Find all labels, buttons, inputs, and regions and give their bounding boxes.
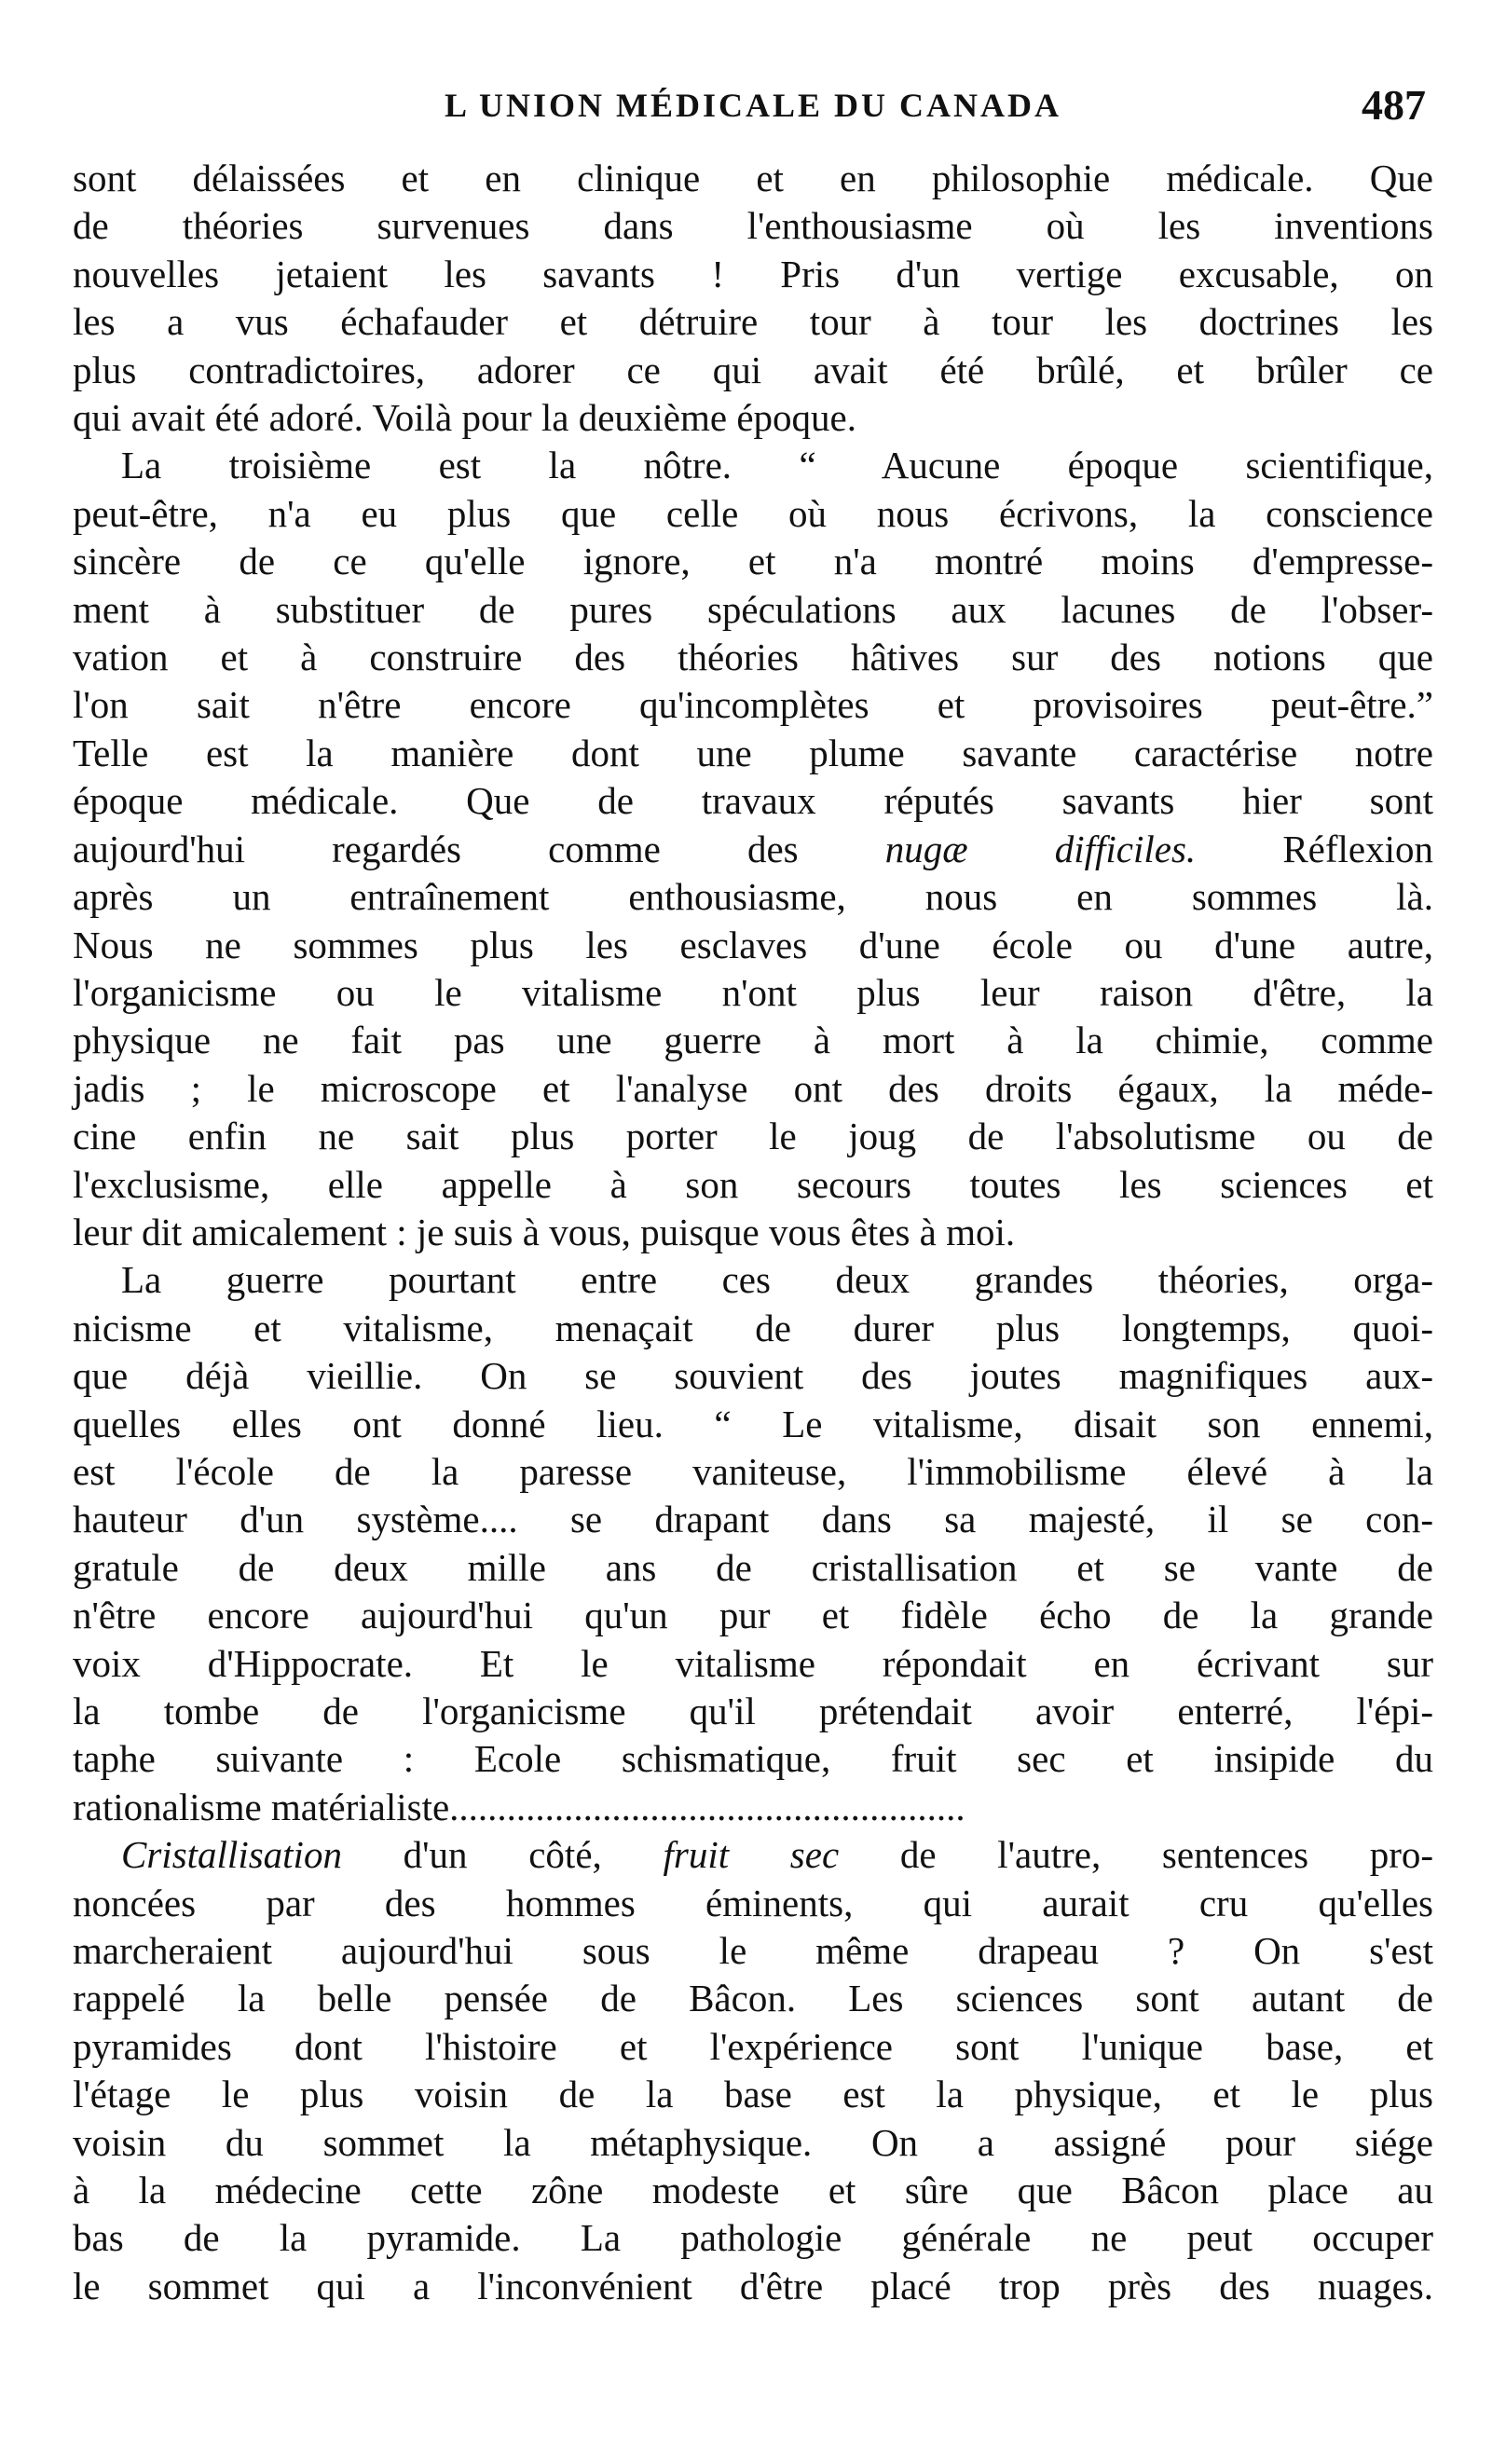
text-line: que déjà vieillie. On se souvient des joutes magnifiques aux- bbox=[73, 1354, 1433, 1398]
paragraph-4 bbox=[73, 1831, 1433, 2310]
text-line: jadis ; le microscope et l'analyse ont des droits égaux, la méde- bbox=[73, 1066, 1433, 1110]
text-line: pyramides dont l'histoire et l'expérience sont l'unique base, et bbox=[73, 2024, 1433, 2068]
text-line: rappelé la belle pensée de Bâcon. Les sciences sont autant de bbox=[73, 1977, 1433, 2020]
text-line: l'organicisme ou le vitalisme n'ont plus leur raison d'être, la bbox=[73, 970, 1433, 1014]
text-line: le sommet qui a l'inconvénient d'être placé trop près des nuages. bbox=[73, 2264, 1433, 2307]
italic-phrase: Cristallisation bbox=[121, 1833, 342, 1877]
text-line: nicisme et vitalisme, menaçait de durer plus longtemps, quoi- bbox=[73, 1306, 1433, 1349]
text-line: marcheraient aujourd'hui sous le même drapeau ? On s'est bbox=[73, 1929, 1433, 1973]
text-line: n'être encore aujourd'hui qu'un pur et fidèle écho de la grande bbox=[73, 1594, 1433, 1637]
text-line: physique ne fait pas une guerre à mort à la chimie, comme bbox=[73, 1019, 1433, 1062]
text-line: cine enfin ne sait plus porter le joug de l'absolutisme ou de bbox=[73, 1115, 1433, 1158]
paragraph-3 bbox=[73, 1256, 1433, 1831]
text-line: l'étage le plus voisin de la base est la physique, et le plus bbox=[73, 2073, 1433, 2116]
text-line: ment à substituer de pures spéculations aux lacunes de l'obser- bbox=[73, 587, 1433, 631]
text-line: après un entraînement enthousiasme, nous en sommes là. bbox=[73, 875, 1433, 919]
italic-phrase: nugæ difficiles. bbox=[884, 827, 1197, 870]
italic-phrase: fruit sec bbox=[663, 1833, 840, 1877]
text-line-mixed bbox=[73, 1831, 1433, 1879]
text-line: qui avait été adoré. Voilà pour la deuxième époque. bbox=[73, 396, 856, 440]
text-line-mixed bbox=[73, 826, 1433, 873]
page-number: 487 bbox=[1362, 81, 1426, 129]
text-line: Nous ne sommes plus les esclaves d'une école ou d'une autre, bbox=[73, 923, 1433, 966]
paragraph-1 bbox=[73, 155, 1433, 442]
text-line: de théories survenues dans l'enthousiasme où les inventions bbox=[73, 204, 1433, 248]
text-line: plus contradictoires, adorer ce qui avait été brûlé, et brûler ce bbox=[73, 348, 1433, 391]
text-line: sincère de ce qu'elle ignore, et n'a montré moins d'empresse- bbox=[73, 540, 1433, 583]
text-line: Telle est la manière dont une plume savante caractérise notre bbox=[73, 731, 1433, 774]
text-line: gratule de deux mille ans de cristallisation et se vante de bbox=[73, 1545, 1433, 1589]
text-segment: de l'autre, sentences pro- bbox=[899, 1833, 1434, 1877]
text-line: noncées par des hommes éminents, qui aurait cru qu'elles bbox=[73, 1881, 1433, 1924]
text-line: l'on sait n'être encore qu'incomplètes et provisoires peut-être.” bbox=[73, 683, 1433, 727]
book-page bbox=[73, 80, 1433, 2438]
text-line: à la médecine cette zône modeste et sûre que Bâcon place au bbox=[73, 2169, 1433, 2212]
text-line: La guerre pourtant entre ces deux grandes théories, orga- bbox=[121, 1258, 1433, 1302]
text-line: est l'école de la paresse vaniteuse, l'immobilisme élevé à la bbox=[73, 1449, 1433, 1493]
running-title: L UNION MÉDICALE DU CANADA bbox=[444, 87, 1062, 124]
text-line: La troisième est la nôtre. “ Aucune époque scientifique, bbox=[121, 444, 1433, 487]
text-line: l'exclusisme, elle appelle à son secours toutes les sciences et bbox=[73, 1162, 1433, 1206]
body-text bbox=[73, 155, 1433, 2310]
text-line: nouvelles jetaient les savants ! Pris d'un vertige excusable, on bbox=[73, 252, 1433, 295]
text-line: hauteur d'un système.... se drapant dans sa majesté, il se con- bbox=[73, 1498, 1433, 1541]
text-segment: Réflexion bbox=[1282, 827, 1434, 870]
text-segment: d'un côté, bbox=[403, 1833, 602, 1877]
text-line: la tombe de l'organicisme qu'il prétendait avoir enterré, l'épi- bbox=[73, 1690, 1433, 1732]
text-line: sont délaissées et en clinique et en philosophie médicale. Que bbox=[73, 157, 1433, 199]
text-line: rationalisme matérialiste...................................................... bbox=[73, 1785, 965, 1828]
text-segment: aujourd'hui regardés comme des bbox=[73, 827, 799, 870]
text-line: peut-être, n'a eu plus que celle où nous écrivons, la conscience bbox=[73, 491, 1433, 535]
text-line: vation et à construire des théories hâtives sur des notions que bbox=[73, 636, 1433, 679]
text-line: voisin du sommet la métaphysique. On a assigné pour siége bbox=[73, 2120, 1433, 2164]
text-line: les a vus échafauder et détruire tour à tour les doctrines les bbox=[73, 300, 1433, 344]
running-head bbox=[73, 80, 1433, 132]
text-line: voix d'Hippocrate. Et le vitalisme répondait en écrivant sur bbox=[73, 1641, 1433, 1685]
text-line: quelles elles ont donné lieu. “ Le vitalisme, disait son ennemi, bbox=[73, 1402, 1433, 1445]
paragraph-2 bbox=[73, 442, 1433, 1256]
text-line: taphe suivante : Ecole schismatique, fruit sec et insipide du bbox=[73, 1737, 1433, 1781]
text-line: époque médicale. Que de travaux réputés savants hier sont bbox=[73, 779, 1433, 823]
text-line: leur dit amicalement : je suis à vous, puisque vous êtes à moi. bbox=[73, 1210, 1016, 1253]
text-line: bas de la pyramide. La pathologie générale ne peut occuper bbox=[73, 2216, 1433, 2260]
